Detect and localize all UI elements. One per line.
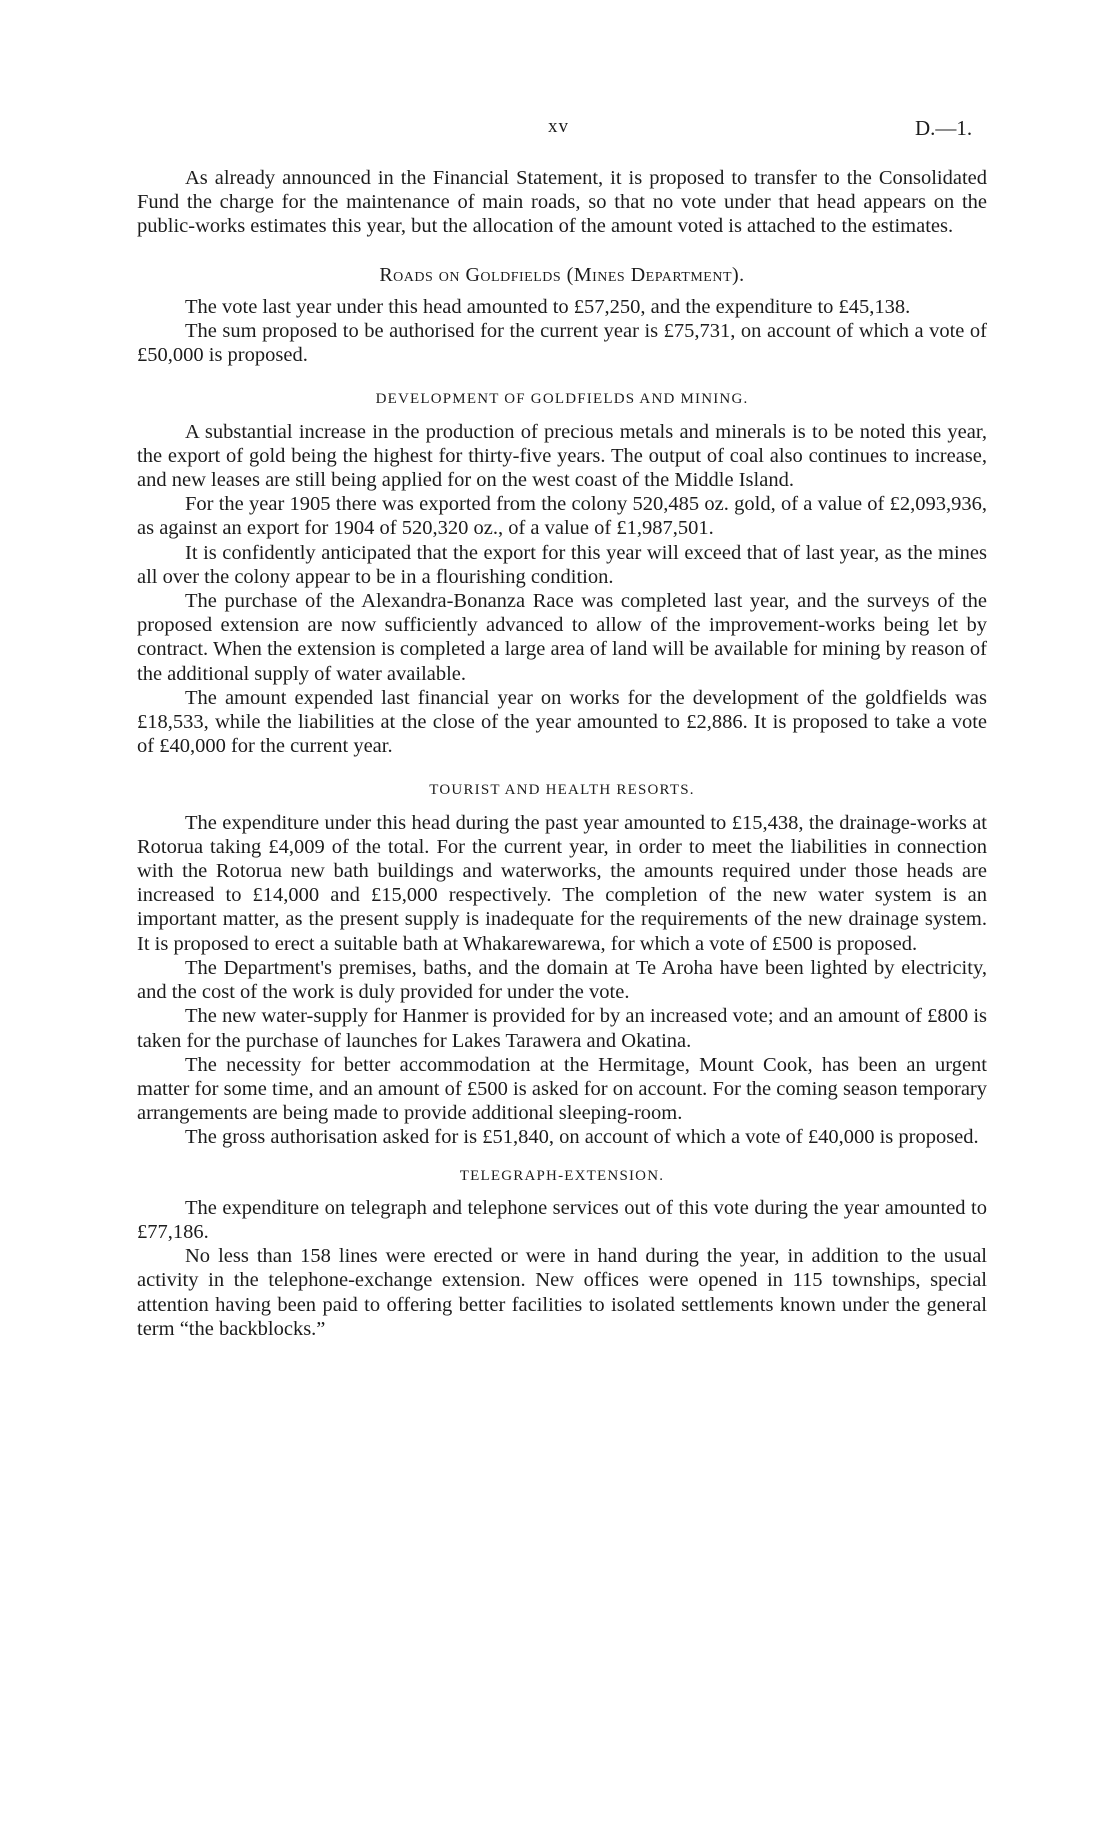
page-number: xv	[548, 116, 569, 137]
paragraph: The vote last year under this head amounted to £57,250, and the expenditure to £45,138.	[185, 295, 911, 318]
document-code: D.—1.	[915, 116, 973, 140]
paragraph: No less than 158 lines were erected or were in hand during the year, in addition to the usual activity in the telephone-exchange extension. New offices were opened in 115 townships, special attention having been paid to offering better facilities to isolated settlements known under the general term “the backblocks.”	[137, 1245, 987, 1340]
page-header	[0, 116, 1114, 146]
section-heading-tourist-and-health-resorts: TOURIST AND HEALTH RESORTS.	[429, 782, 695, 799]
section-heading-development-of-goldfields: DEVELOPMENT OF GOLDFIELDS AND MINING.	[375, 391, 749, 408]
paragraph: A substantial increase in the production of precious metals and minerals is to be noted this year, the export of gold being the highest for thirty-five years. The output of coal also continues to increase, and new leases are still being applied for on the west coast of the Middle Island.	[137, 420, 987, 492]
section-heading-roads-on-goldfields: Roads on Goldfields (Mines Department).	[379, 263, 745, 286]
paragraph: The expenditure on telegraph and telephone services out of this vote during the year amounted to £77,186.	[137, 1196, 987, 1243]
paragraph: The new water-supply for Hanmer is provided for by an increased vote; and an amount of £800 is taken for the purchase of launches for Lakes Tarawera and Okatina.	[137, 1005, 987, 1052]
paragraph: The Department's premises, baths, and the domain at Te Aroha have been lighted by electricity, and the cost of the work is duly provided for under the vote.	[137, 956, 987, 1004]
paragraph: The gross authorisation asked for is £51,840, on account of which a vote of £40,000 is proposed.	[185, 1126, 979, 1149]
paragraph: The necessity for better accommodation at the Hermitage, Mount Cook, has been an urgent matter for some time, and an amount of £500 is asked for on account. For the coming season temporary arrangements are being made to provide additional sleeping-room.	[137, 1053, 987, 1125]
paragraph: It is confidently anticipated that the export for this year will exceed that of last year, as the mines all over the colony appear to be in a flourishing condition.	[137, 541, 987, 588]
paragraph: As already announced in the Financial Statement, it is proposed to transfer to the Consolidated Fund the charge for the maintenance of main roads, so that no vote under that head appears on the public-works estimates this year, but the allocation of the amount voted is attached to the estimates.	[137, 167, 987, 238]
paragraph: The sum proposed to be authorised for the current year is £75,731, on account of which a vote of £50,000 is proposed.	[137, 320, 987, 367]
paragraph: The amount expended last financial year on works for the development of the goldfields was £18,533, while the liabilities at the close of the year amounted to £2,886. It is proposed to take a vote of £40,000 for the current year.	[137, 686, 987, 758]
document-body	[137, 166, 987, 1341]
paragraph: The purchase of the Alexandra-Bonanza Race was completed last year, and the surveys of the proposed extension are now sufficiently advanced to allow of the improvement-works being let by contract. When the extension is completed a large area of land will be available for mining by reason of the additional supply of water available.	[137, 590, 987, 685]
paragraph: For the year 1905 there was exported from the colony 520,485 oz. gold, of a value of £2,093,936, as against an export for 1904 of 520,320 oz., of a value of £1,987,501.	[137, 493, 987, 540]
section-heading-telegraph-extension: TELEGRAPH-EXTENSION.	[459, 1167, 665, 1184]
paragraph: The expenditure under this head during the past year amounted to £15,438, the drainage-works at Rotorua taking £4,009 of the total. For the current year, in order to meet the liabilities in connection with the Rotorua new bath buildings and waterworks, the amounts required under those heads are increased to £14,000 and £15,000 respectively. The completion of the new water system is an important matter, as the present supply is inadequate for the requirements of the new drainage system. It is proposed to erect a suitable bath at Whakarewarewa, for which a vote of £500 is proposed.	[137, 811, 987, 955]
